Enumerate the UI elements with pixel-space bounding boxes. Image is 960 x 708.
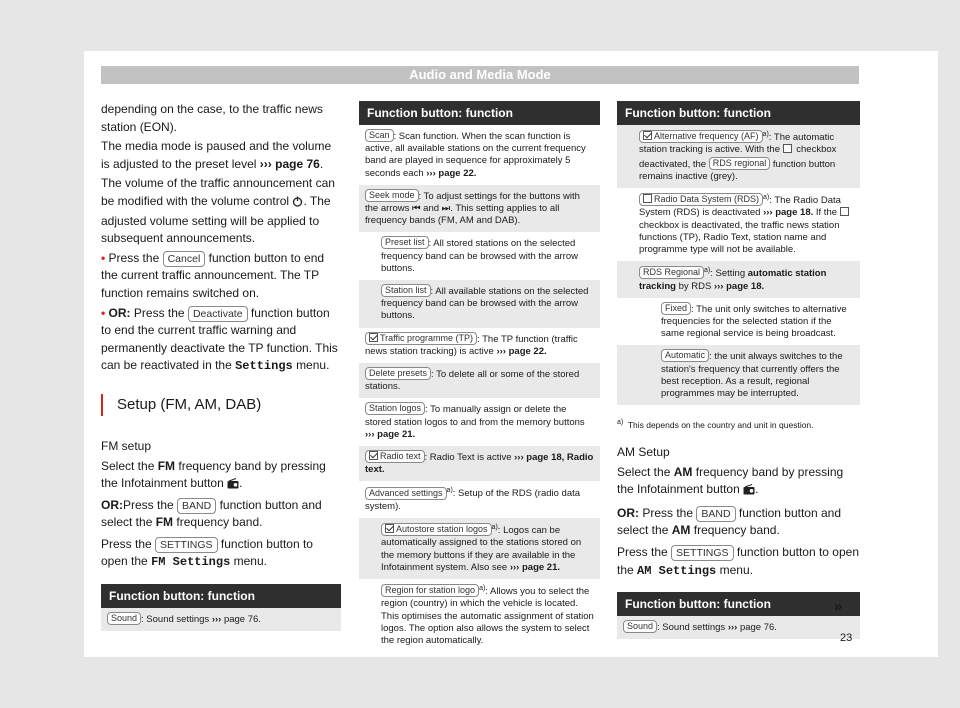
delete-presets-button[interactable]: Delete presets xyxy=(365,367,431,380)
paragraph: Select the AM frequency band by pressing the Infotainment button . xyxy=(617,464,860,501)
volume-icon xyxy=(292,195,303,213)
column-right xyxy=(617,101,860,639)
table-row: Preset list : All stored stations on the selected frequency band can be browsed with the arrow buttons. xyxy=(359,232,600,280)
subheading: AM Setup xyxy=(617,444,670,459)
table-row: Autostore station logos $^{a)}$: Logos can be automatically assigned to the stations stored on the memory buttons if they are available in the Infotainment system. Also see ››› page 21. xyxy=(359,518,600,579)
checkbox-icon xyxy=(643,131,652,140)
checkbox-icon xyxy=(369,333,378,342)
band-button[interactable]: BAND xyxy=(696,506,735,522)
preset-list-button[interactable]: Preset list xyxy=(381,236,429,249)
table-row: RDS Regional $^{a)}$: Setting automatic station tracking by RDS ››› page 18. xyxy=(617,261,860,298)
table-row: Seek mode : To adjust settings for the buttons with the arrows ⏮ and ⏭. This setting applies to all frequency bands (FM, AM and DAB). xyxy=(359,185,600,233)
table-header: Function button: function xyxy=(617,592,860,616)
checkbox-icon xyxy=(840,207,849,216)
paragraph: depending on the case, to the traffic news station (EON). xyxy=(101,102,323,134)
table-row: Radio Data System (RDS) $^{a)}$: The Radio Data System (RDS) is deactivated ››› page 18. If the checkbox is deactivated, the traffic news station functions (TP), Radio Text, station name and programme type will not be available. xyxy=(617,188,860,261)
sound-button[interactable]: Sound xyxy=(623,620,657,633)
rds-regional-button[interactable]: RDS regional xyxy=(709,157,771,170)
table-header: Function button: function xyxy=(359,101,600,125)
table-row: Sound : Sound settings ››› page 76. xyxy=(617,616,860,639)
checkbox-icon xyxy=(385,524,394,533)
table-row: Delete presets : To delete all or some of the stored stations. xyxy=(359,363,600,398)
table-row: Station list : All available stations on the selected frequency band can be browsed with the arrow buttons. xyxy=(359,280,600,328)
automatic-button[interactable]: Automatic xyxy=(661,349,709,362)
table-row: Advanced settings $^{a)}$: Setup of the RDS (radio data system). xyxy=(359,481,600,518)
menu-name: AM Settings xyxy=(637,563,717,578)
radio-text-button[interactable]: Radio text xyxy=(365,450,425,463)
rds-button[interactable]: Radio Data System (RDS) xyxy=(639,193,763,206)
settings-button[interactable]: SETTINGS xyxy=(155,537,218,553)
bullet-item: • Press the Cancel function button to end the current traffic announcement. The TP function remains switched on. xyxy=(101,250,325,300)
function-table xyxy=(617,592,860,639)
seek-mode-button[interactable]: Seek mode xyxy=(365,189,419,202)
deactivate-button[interactable]: Deactivate xyxy=(188,306,248,322)
rds-regional-button[interactable]: RDS Regional xyxy=(639,266,704,279)
table-row: Alternative frequency (AF) $^{a)}$: The automatic station tracking is active. With the checkbox deactivated, the RDS regional function button remains inactive (grey). xyxy=(617,125,860,188)
menu-name: Settings xyxy=(235,359,293,374)
paragraph: Select the FM frequency band by pressing the Infotainment button . xyxy=(101,458,341,495)
page-header: Audio and Media Mode xyxy=(101,66,859,84)
autostore-logos-button[interactable]: Autostore station logos xyxy=(381,523,492,536)
radio-icon xyxy=(743,483,755,501)
checkbox-icon xyxy=(369,451,378,460)
function-table xyxy=(617,101,860,405)
table-row: Sound : Sound settings ››› page 76. xyxy=(101,608,341,631)
paragraph: OR:Press the BAND function button and select the FM frequency band. xyxy=(101,497,322,530)
section-heading: Setup (FM, AM, DAB) xyxy=(101,394,341,416)
scan-button[interactable]: Scan xyxy=(365,129,394,142)
subheading: FM setup xyxy=(101,438,152,453)
am-setup xyxy=(617,444,860,580)
function-table xyxy=(101,584,341,631)
region-logo-button[interactable]: Region for station logo xyxy=(381,584,479,597)
paragraph: OR: Press the BAND function button and select the AM frequency band. xyxy=(617,505,842,538)
station-logos-button[interactable]: Station logos xyxy=(365,402,425,415)
band-button[interactable]: BAND xyxy=(177,498,216,514)
bullet-item: • OR: Press the Deactivate function button to end the current traffic warning and permanently deactivate the TP function. This can be reactivated in the Settings menu. xyxy=(101,305,338,374)
alternative-frequency-button[interactable]: Alternative frequency (AF) xyxy=(639,130,763,143)
paragraph: The volume of the traffic announcement can be modified with the volume control . The adjusted volume setting will be applied to subsequent announcements. xyxy=(101,176,335,246)
page-number: 23 xyxy=(840,632,853,644)
footnote: $^{a)}$ This depends on the country and unit in question. xyxy=(617,419,814,430)
station-list-button[interactable]: Station list xyxy=(381,284,431,297)
column-left xyxy=(101,101,341,631)
column-middle xyxy=(359,101,600,652)
table-row: Radio text : Radio Text is active ››› page 18, Radio text. xyxy=(359,446,600,481)
function-table xyxy=(359,101,600,652)
intro-text xyxy=(101,101,341,376)
fm-setup xyxy=(101,438,341,572)
table-row: Station logos : To manually assign or delete the stored station logos to and from the memory buttons ››› page 21. xyxy=(359,398,600,446)
paragraph: The media mode is paused and the volume is adjusted to the preset level ››› page 76. xyxy=(101,139,332,171)
sound-button[interactable]: Sound xyxy=(107,612,141,625)
table-row: Fixed : The unit only switches to alternative frequencies for the selected station if the same regional service is being broadcast. xyxy=(617,298,860,346)
radio-icon xyxy=(227,477,239,495)
table-header: Function button: function xyxy=(101,584,341,608)
table-row: Automatic : the unit always switches to the station's frequency that currently offers the best reception. As a result, regional programmes may be interrupted. xyxy=(617,345,860,405)
fixed-button[interactable]: Fixed xyxy=(661,302,691,315)
table-row: Region for station logo $^{a)}$: Allows you to select the region (country) in which the vehicle is located. This optimises the automatic assignment of station logos. The option also allows the system to select the region automatically. xyxy=(359,579,600,652)
table-row: Traffic programme (TP) : The TP function (traffic news station tracking) is active ››› page 22. xyxy=(359,328,600,363)
cancel-button[interactable]: Cancel xyxy=(163,251,206,267)
checkbox-icon xyxy=(643,194,652,203)
page-reference: page 76 xyxy=(275,156,320,171)
paragraph: Press the SETTINGS function button to open the AM Settings menu. xyxy=(617,544,860,578)
table-row: Scan : Scan function. When the scan function is active, all available stations on the current frequency band are played in sequence for approximately 5 seconds each ››› page 22. xyxy=(359,125,600,185)
traffic-programme-button[interactable]: Traffic programme (TP) xyxy=(365,332,477,345)
table-header: Function button: function xyxy=(617,101,860,125)
advanced-settings-button[interactable]: Advanced settings xyxy=(365,487,447,500)
settings-button[interactable]: SETTINGS xyxy=(671,545,734,561)
checkbox-icon xyxy=(783,144,792,153)
menu-name: FM Settings xyxy=(151,555,231,570)
paragraph: Press the SETTINGS function button to open the FM Settings menu. xyxy=(101,536,313,570)
continue-mark: » xyxy=(834,598,843,615)
